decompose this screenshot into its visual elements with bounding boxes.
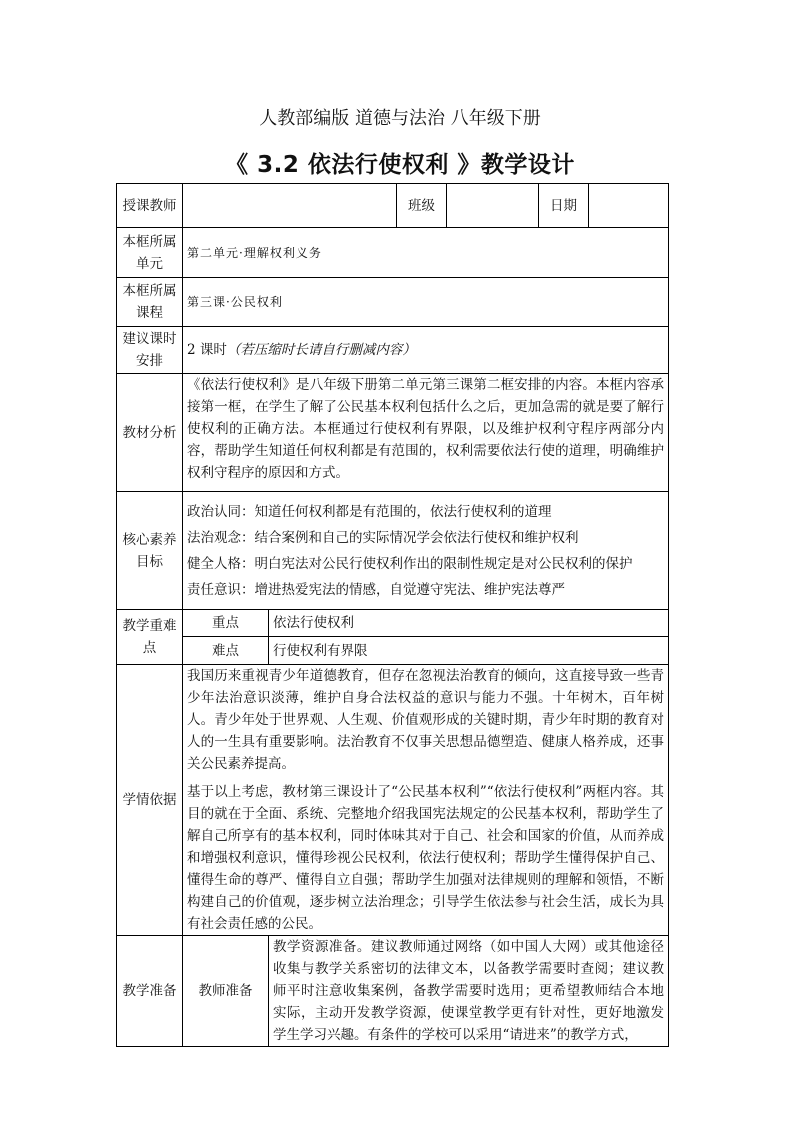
material-text: 《依法行使权利》是八年级下册第二单元第三课第二框安排的内容。本框内容承接第一框，在学生了解了公民基本权利包括什么之后，更加急需的就是要了解行使权利的正确方法。本框通过行使权利有界限，以及维护权利守程序两部分内容，帮助学生知道任何权利都是有范围的，权利需要依法行使的道理，明确维护权利守程序的原因和方式。 bbox=[183, 374, 669, 492]
hours-label: 建议课时安排 bbox=[117, 327, 183, 374]
preparation-row bbox=[117, 936, 669, 1047]
hours-note: （若压缩时长请自行删减内容） bbox=[226, 342, 416, 358]
teacher-label: 授课教师 bbox=[117, 184, 183, 228]
analysis-text bbox=[183, 665, 669, 936]
goal-item: 健全人格：明白宪法对公民行使权利作出的限制性规定是对公民权利的保护 bbox=[187, 555, 633, 572]
document-title: 《 3.2 依法行使权利 》教学设计 bbox=[225, 152, 575, 178]
analysis-paragraph: 基于以上考虑，教材第三课设计了“公民基本权利”“依法行使权利”两框内容。其目的就在于全面、系统、完整地介绍我国宪法规定的公民基本权利，帮助学生了解自己所享有的基本权利，同时体味其对于自己、社会和国家的价值，从而养成和增强权利意识，懂得珍视公民权利，依法行使权利；帮助学生懂得保护自己、懂得生命的尊严、懂得自立自强；帮助学生加强对法律规则的理解和领悟，不断构建自己的价值观，逐步树立法治理念；引导学生依法参与社会生活，成长为具有社会责任感的公民。 bbox=[187, 784, 664, 932]
hours-value: 2 课时 bbox=[187, 342, 227, 358]
preparation-label: 教学准备 bbox=[117, 936, 183, 1047]
course-row bbox=[117, 278, 669, 327]
goals-label: 核心素养目标 bbox=[117, 492, 183, 610]
date-value[interactable] bbox=[589, 184, 669, 228]
class-value[interactable] bbox=[447, 184, 539, 228]
difficulty-value: 行使权利有界限 bbox=[269, 637, 669, 665]
info-row bbox=[117, 184, 669, 228]
course-value: 第三课·公民权利 bbox=[183, 278, 669, 327]
material-row bbox=[117, 374, 669, 492]
key-value: 依法行使权利 bbox=[269, 610, 669, 637]
teacher-value[interactable] bbox=[183, 184, 397, 228]
key-label: 重点 bbox=[183, 610, 269, 637]
analysis-label: 学情依据 bbox=[117, 665, 183, 936]
difficulty-label: 难点 bbox=[183, 637, 269, 665]
goal-item: 责任意识：增进热爱宪法的情感，自觉遵守宪法、维护宪法尊严 bbox=[187, 581, 565, 598]
goal-item: 法治观念：结合案例和自己的实际情况学会依法行使权和维护权利 bbox=[187, 529, 579, 546]
teacher-prep-label: 教师准备 bbox=[183, 936, 269, 1047]
teacher-prep-text: 教学资源准备。建议教师通过网络（如中国人大网）或其他途径收集与教学关系密切的法律文本，以备教学需要时查阅；建议教师平时注意收集案例，备教学需要时选用；更希望教师结合本地实际，主动开发教学资源，使课堂教学更有针对性，更好地激发学生学习兴趣。有条件的学校可以采用“请进来”的教学方式， bbox=[269, 936, 669, 1047]
keypoint-row bbox=[117, 610, 669, 637]
goal-item: 政治认同：知道任何权利都是有范围的，依法行使权利的道理 bbox=[187, 503, 552, 520]
goals-list bbox=[183, 492, 669, 610]
material-label: 教材分析 bbox=[117, 374, 183, 492]
document-subtitle: 人教部编版 道德与法治 八年级下册 bbox=[259, 108, 541, 129]
analysis-row bbox=[117, 665, 669, 936]
unit-value: 第二单元·理解权利义务 bbox=[183, 228, 669, 278]
goals-row bbox=[117, 492, 669, 610]
hours-cell bbox=[183, 327, 669, 374]
course-label: 本框所属课程 bbox=[117, 278, 183, 327]
hours-row bbox=[117, 327, 669, 374]
keypoints-label: 教学重难点 bbox=[117, 610, 183, 665]
unit-row bbox=[117, 228, 669, 278]
date-label: 日期 bbox=[539, 184, 589, 228]
unit-label: 本框所属单元 bbox=[117, 228, 183, 278]
class-label: 班级 bbox=[397, 184, 447, 228]
analysis-paragraph: 我国历来重视青少年道德教育，但存在忽视法治教育的倾向，这直接导致一些青少年法治意识淡薄，维护自身合法权益的意识与能力不强。十年树木，百年树人。青少年处于世界观、人生观、价值观形成的关键时期，青少年时期的教育对人的一生具有重要影响。法治教育不仅事关思想品德塑造、健康人格养成，还事关公民素养提高。 bbox=[187, 668, 664, 772]
lesson-plan-table bbox=[116, 183, 669, 1047]
difficulty-row bbox=[117, 637, 669, 665]
